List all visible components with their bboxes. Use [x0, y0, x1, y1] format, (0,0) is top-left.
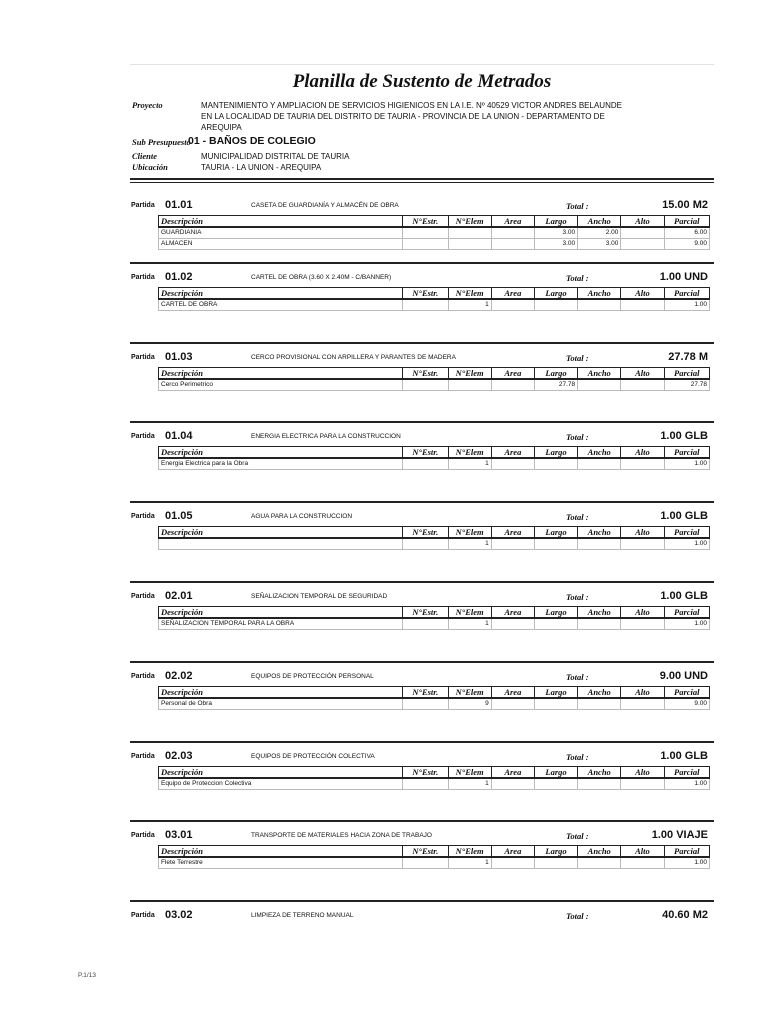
partida-label: Partida	[131, 513, 155, 521]
column-header-anc: Ancho	[578, 766, 621, 778]
column-header-par: Parcial	[664, 287, 709, 299]
column-header-anc: Ancho	[578, 287, 621, 299]
partida-code: 01.02	[165, 270, 193, 283]
column-header-anc: Ancho	[578, 527, 621, 539]
partida-section	[130, 741, 714, 827]
metrado-table	[158, 766, 710, 790]
proyecto-line: AREQUIPA	[201, 123, 242, 132]
cell-lar: 3.00	[534, 227, 577, 239]
metrado-table	[158, 287, 710, 311]
cell-anc	[578, 299, 621, 311]
column-header-desc: Descripción	[159, 287, 403, 299]
column-header-nes: N°Estr.	[403, 766, 448, 778]
partida-rule	[130, 342, 714, 344]
partida-label: Partida	[131, 273, 155, 281]
column-header-lar: Largo	[534, 216, 577, 228]
partida-total: 1.00 UND	[659, 270, 708, 283]
ubicacion-label: Ubicación	[132, 162, 168, 172]
cell-nes	[403, 379, 448, 391]
column-header-lar: Largo	[534, 686, 577, 698]
table-header-row	[159, 447, 710, 459]
partida-description: ENERGIA ELECTRICA PARA LA CONSTRUCCION	[251, 433, 401, 441]
cell-desc: Flete Terrestre	[159, 857, 403, 869]
metrado-table	[158, 215, 710, 250]
header-rule	[130, 182, 714, 183]
cell-area	[491, 458, 534, 470]
column-header-alt: Alto	[621, 607, 664, 619]
cell-anc: 3.00	[578, 239, 621, 250]
column-header-anc: Ancho	[578, 607, 621, 619]
table-header-row	[159, 287, 710, 299]
partida-label: Partida	[131, 433, 155, 441]
cell-desc: SEÑALIZACION TEMPORAL PARA LA OBRA	[159, 618, 403, 630]
partida-rule	[130, 262, 714, 264]
total-label: Total :	[566, 272, 589, 283]
metrado-table	[158, 367, 710, 391]
column-header-area: Area	[491, 216, 534, 228]
column-header-lar: Largo	[534, 527, 577, 539]
top-rule	[130, 64, 714, 65]
column-header-alt: Alto	[621, 527, 664, 539]
column-header-par: Parcial	[664, 686, 709, 698]
table-header-row	[159, 527, 710, 539]
column-header-nel: N°Elem	[448, 686, 491, 698]
column-header-desc: Descripción	[159, 447, 403, 459]
cell-desc: Personal de Obra	[159, 698, 403, 710]
total-label: Total :	[566, 201, 589, 211]
proyecto-value	[201, 100, 671, 133]
column-header-alt: Alto	[621, 846, 664, 858]
partida-description: TRANSPORTE DE MATERIALES HACIA ZONA DE TRABAJO	[251, 832, 432, 840]
total-label: Total :	[566, 671, 589, 682]
column-header-anc: Ancho	[578, 686, 621, 698]
partida-label: Partida	[131, 672, 155, 680]
cell-nel	[448, 239, 491, 250]
cell-lar	[534, 618, 577, 630]
total-label: Total :	[566, 911, 589, 922]
partida-rule	[130, 661, 714, 663]
table-header-row	[159, 686, 710, 698]
metrado-table	[158, 446, 710, 470]
cell-area	[491, 538, 534, 550]
cell-alt	[621, 458, 664, 470]
cell-area	[491, 379, 534, 391]
table-row	[159, 227, 710, 239]
partida-description: CERCO PROVISIONAL CON ARPILLERA Y PARANTES DE MADERA	[251, 353, 456, 361]
cell-nes	[403, 538, 448, 550]
cell-desc: GUARDIANIA	[159, 227, 403, 239]
cell-area	[491, 239, 534, 250]
ubicacion-value: TAURIA - LA UNION - AREQUIPA	[201, 163, 322, 172]
partida-total: 1.00 GLB	[660, 590, 708, 602]
table-header-row	[159, 846, 710, 858]
column-header-nes: N°Estr.	[403, 527, 448, 539]
column-header-par: Parcial	[664, 216, 709, 228]
cell-anc	[578, 857, 621, 869]
proyecto-line: MANTENIMIENTO Y AMPLIACION DE SERVICIOS HIGIENICOS EN LA I.E. Nº 40529 VICTOR ANDRES BELAUNDE	[201, 101, 622, 110]
cell-anc	[578, 379, 621, 391]
partida-section	[130, 581, 714, 667]
cell-lar	[534, 778, 577, 790]
table-header-row	[159, 766, 710, 778]
table-row	[159, 857, 710, 869]
partida-label: Partida	[131, 202, 155, 209]
partida-section	[130, 501, 714, 587]
cell-alt	[621, 227, 664, 239]
partida-code: 02.01	[165, 590, 193, 602]
cell-alt	[621, 698, 664, 710]
partida-code: 01.05	[165, 510, 193, 523]
column-header-nes: N°Estr.	[403, 367, 448, 379]
cliente-label: Cliente	[132, 151, 158, 161]
cell-lar: 3.00	[534, 239, 577, 250]
partida-description: SEÑALIZACION TEMPORAL DE SEGURIDAD	[251, 593, 388, 600]
cell-alt	[621, 379, 664, 391]
cell-area	[491, 299, 534, 311]
partida-rule	[130, 581, 714, 583]
cell-nel: 1	[448, 778, 491, 790]
cell-anc: 2.00	[578, 227, 621, 239]
column-header-anc: Ancho	[578, 447, 621, 459]
cell-nes	[403, 227, 448, 239]
column-header-area: Area	[491, 846, 534, 858]
column-header-anc: Ancho	[578, 846, 621, 858]
column-header-alt: Alto	[621, 367, 664, 379]
cell-par: 1.00	[664, 299, 709, 311]
cell-nel	[448, 227, 491, 239]
table-row	[159, 618, 710, 630]
metrado-table	[158, 606, 710, 630]
total-label: Total :	[566, 352, 589, 363]
partida-code: 01.01	[165, 199, 193, 211]
cell-par: 27.78	[664, 379, 709, 391]
column-header-desc: Descripción	[159, 367, 403, 379]
partida-section	[130, 421, 714, 507]
column-header-area: Area	[491, 686, 534, 698]
column-header-desc: Descripción	[159, 527, 403, 539]
column-header-lar: Largo	[534, 846, 577, 858]
cell-desc: ALMACEN	[159, 239, 403, 250]
partida-description: EQUIPOS DE PROTECCIÓN PERSONAL	[251, 672, 374, 680]
partida-code: 02.02	[165, 669, 193, 682]
partida-total: 40.60 M2	[662, 909, 708, 922]
total-label: Total :	[566, 432, 589, 443]
cell-desc: Equipo de Proteccion Colectiva	[159, 778, 403, 790]
partida-rule	[130, 501, 714, 503]
cell-alt	[621, 538, 664, 550]
cell-par: 1.00	[664, 778, 709, 790]
cell-area	[491, 778, 534, 790]
column-header-nes: N°Estr.	[403, 287, 448, 299]
metrado-table	[158, 845, 710, 869]
cell-alt	[621, 857, 664, 869]
partida-description: AGUA PARA LA CONSTRUCCION	[251, 513, 353, 521]
cell-par: 1.00	[664, 857, 709, 869]
cell-nel: 1	[448, 857, 491, 869]
column-header-nes: N°Estr.	[403, 607, 448, 619]
cell-nes	[403, 458, 448, 470]
cell-area	[491, 857, 534, 869]
total-label: Total :	[566, 751, 589, 762]
column-header-nes: N°Estr.	[403, 216, 448, 228]
cell-nes	[403, 698, 448, 710]
cell-anc	[578, 618, 621, 630]
partida-section	[130, 262, 714, 348]
column-header-lar: Largo	[534, 447, 577, 459]
cell-lar	[534, 458, 577, 470]
partida-total: 1.00 GLB	[660, 430, 708, 443]
cell-alt	[621, 299, 664, 311]
column-header-nel: N°Elem	[448, 527, 491, 539]
cell-area	[491, 227, 534, 239]
partida-label: Partida	[131, 912, 155, 920]
metrado-table	[158, 686, 710, 710]
column-header-nes: N°Estr.	[403, 447, 448, 459]
partida-section	[130, 900, 714, 986]
cell-par: 1.00	[664, 458, 709, 470]
partida-description: CARTEL DE OBRA (3.60 X 2.40M - C/BANNER)	[251, 273, 392, 281]
column-header-desc: Descripción	[159, 846, 403, 858]
partida-section	[130, 820, 714, 906]
column-header-par: Parcial	[664, 447, 709, 459]
partida-total: 1.00 GLB	[660, 510, 708, 523]
cell-nel: 1	[448, 538, 491, 550]
cell-anc	[578, 458, 621, 470]
partida-description: CASETA DE GUARDIANÍA Y ALMACÉN DE OBRA	[251, 202, 399, 209]
column-header-area: Area	[491, 766, 534, 778]
column-header-anc: Ancho	[578, 367, 621, 379]
cell-alt	[621, 778, 664, 790]
table-row	[159, 538, 710, 550]
cell-nes	[403, 857, 448, 869]
column-header-alt: Alto	[621, 447, 664, 459]
column-header-nes: N°Estr.	[403, 846, 448, 858]
partida-total: 15.00 M2	[662, 199, 708, 211]
column-header-par: Parcial	[664, 846, 709, 858]
column-header-desc: Descripción	[159, 766, 403, 778]
partida-rule	[130, 900, 714, 902]
cell-anc	[578, 538, 621, 550]
column-header-nes: N°Estr.	[403, 686, 448, 698]
column-header-area: Area	[491, 287, 534, 299]
column-header-area: Area	[491, 607, 534, 619]
total-label: Total :	[566, 592, 589, 602]
partida-rule	[130, 820, 714, 822]
column-header-nel: N°Elem	[448, 447, 491, 459]
table-header-row	[159, 367, 710, 379]
cell-anc	[578, 698, 621, 710]
cell-lar: 27.78	[534, 379, 577, 391]
partida-label: Partida	[131, 832, 155, 840]
column-header-nel: N°Elem	[448, 607, 491, 619]
partida-total: 1.00 VIAJE	[651, 829, 708, 842]
column-header-alt: Alto	[621, 686, 664, 698]
cell-alt	[621, 618, 664, 630]
cell-lar	[534, 857, 577, 869]
column-header-alt: Alto	[621, 287, 664, 299]
cell-area	[491, 698, 534, 710]
cell-lar	[534, 698, 577, 710]
cell-nel: 1	[448, 458, 491, 470]
partida-section	[130, 661, 714, 747]
column-header-desc: Descripción	[159, 686, 403, 698]
table-row	[159, 778, 710, 790]
cliente-value: MUNICIPALIDAD DISTRITAL DE TAURIA	[201, 152, 350, 161]
partida-label: Partida	[131, 593, 155, 600]
cell-lar	[534, 299, 577, 311]
partida-total: 27.78 M	[668, 350, 708, 363]
cell-lar	[534, 538, 577, 550]
column-header-lar: Largo	[534, 367, 577, 379]
cell-par: 1.00	[664, 538, 709, 550]
partida-label: Partida	[131, 752, 155, 760]
table-header-row	[159, 607, 710, 619]
column-header-nel: N°Elem	[448, 287, 491, 299]
partida-total: 1.00 GLB	[660, 749, 708, 762]
column-header-par: Parcial	[664, 766, 709, 778]
cell-par: 1.00	[664, 618, 709, 630]
table-row	[159, 299, 710, 311]
partida-description: LIMPIEZA DE TERRENO MANUAL	[251, 912, 354, 920]
partida-section	[130, 342, 714, 428]
page-number: P.1/13	[78, 972, 96, 979]
column-header-alt: Alto	[621, 216, 664, 228]
sub-presupuesto-value: 01 - BAÑOS DE COLEGIO	[188, 135, 316, 147]
table-row	[159, 379, 710, 391]
partida-rule	[130, 421, 714, 423]
table-row	[159, 698, 710, 710]
column-header-lar: Largo	[534, 287, 577, 299]
cell-nes	[403, 299, 448, 311]
cell-desc: Cerco Perimetrico	[159, 379, 403, 391]
cell-nel: 9	[448, 698, 491, 710]
partida-code: 03.02	[165, 909, 193, 922]
partida-rule	[130, 741, 714, 743]
sub-presupuesto-label: Sub Presupuesto	[132, 137, 191, 147]
partida-code: 01.04	[165, 430, 193, 443]
table-row	[159, 239, 710, 250]
cell-desc: Energia Electrica para la Obra	[159, 458, 403, 470]
partida-code: 02.03	[165, 749, 193, 762]
table-row	[159, 458, 710, 470]
column-header-nel: N°Elem	[448, 367, 491, 379]
cell-alt	[621, 239, 664, 250]
partida-code: 01.03	[165, 350, 193, 363]
column-header-nel: N°Elem	[448, 216, 491, 228]
column-header-lar: Largo	[534, 607, 577, 619]
column-header-par: Parcial	[664, 607, 709, 619]
cell-nel: 1	[448, 618, 491, 630]
partida-description: EQUIPOS DE PROTECCIÓN COLECTIVA	[251, 752, 375, 760]
cell-par: 9.00	[664, 698, 709, 710]
column-header-par: Parcial	[664, 367, 709, 379]
table-header-row	[159, 216, 710, 228]
cell-desc: CARTEL DE OBRA	[159, 299, 403, 311]
column-header-desc: Descripción	[159, 216, 403, 228]
cell-nel: 1	[448, 299, 491, 311]
cell-par: 9.00	[664, 239, 709, 250]
proyecto-label: Proyecto	[132, 100, 163, 110]
total-label: Total :	[566, 512, 589, 523]
proyecto-line: EN LA LOCALIDAD DE TAURIA DEL DISTRITO DE TAURIA - PROVINCIA DE LA UNION - DEPARTAMENTO DE	[201, 112, 605, 121]
column-header-area: Area	[491, 367, 534, 379]
cell-nes	[403, 239, 448, 250]
cell-anc	[578, 778, 621, 790]
column-header-lar: Largo	[534, 766, 577, 778]
cell-nes	[403, 618, 448, 630]
page-title: Planilla de Sustento de Metrados	[292, 71, 552, 92]
metrado-table	[158, 526, 710, 550]
total-label: Total :	[566, 831, 589, 842]
cell-area	[491, 618, 534, 630]
column-header-desc: Descripción	[159, 607, 403, 619]
cell-par: 6.00	[664, 227, 709, 239]
partida-total: 9.00 UND	[659, 669, 708, 682]
cell-nel	[448, 379, 491, 391]
column-header-nel: N°Elem	[448, 846, 491, 858]
column-header-area: Area	[491, 447, 534, 459]
cell-nes	[403, 778, 448, 790]
partida-code: 03.01	[165, 829, 193, 842]
column-header-par: Parcial	[664, 527, 709, 539]
column-header-anc: Ancho	[578, 216, 621, 228]
header-rule	[130, 178, 714, 180]
column-header-nel: N°Elem	[448, 766, 491, 778]
column-header-alt: Alto	[621, 766, 664, 778]
partida-label: Partida	[131, 353, 155, 361]
column-header-area: Area	[491, 527, 534, 539]
cell-desc	[159, 538, 403, 550]
